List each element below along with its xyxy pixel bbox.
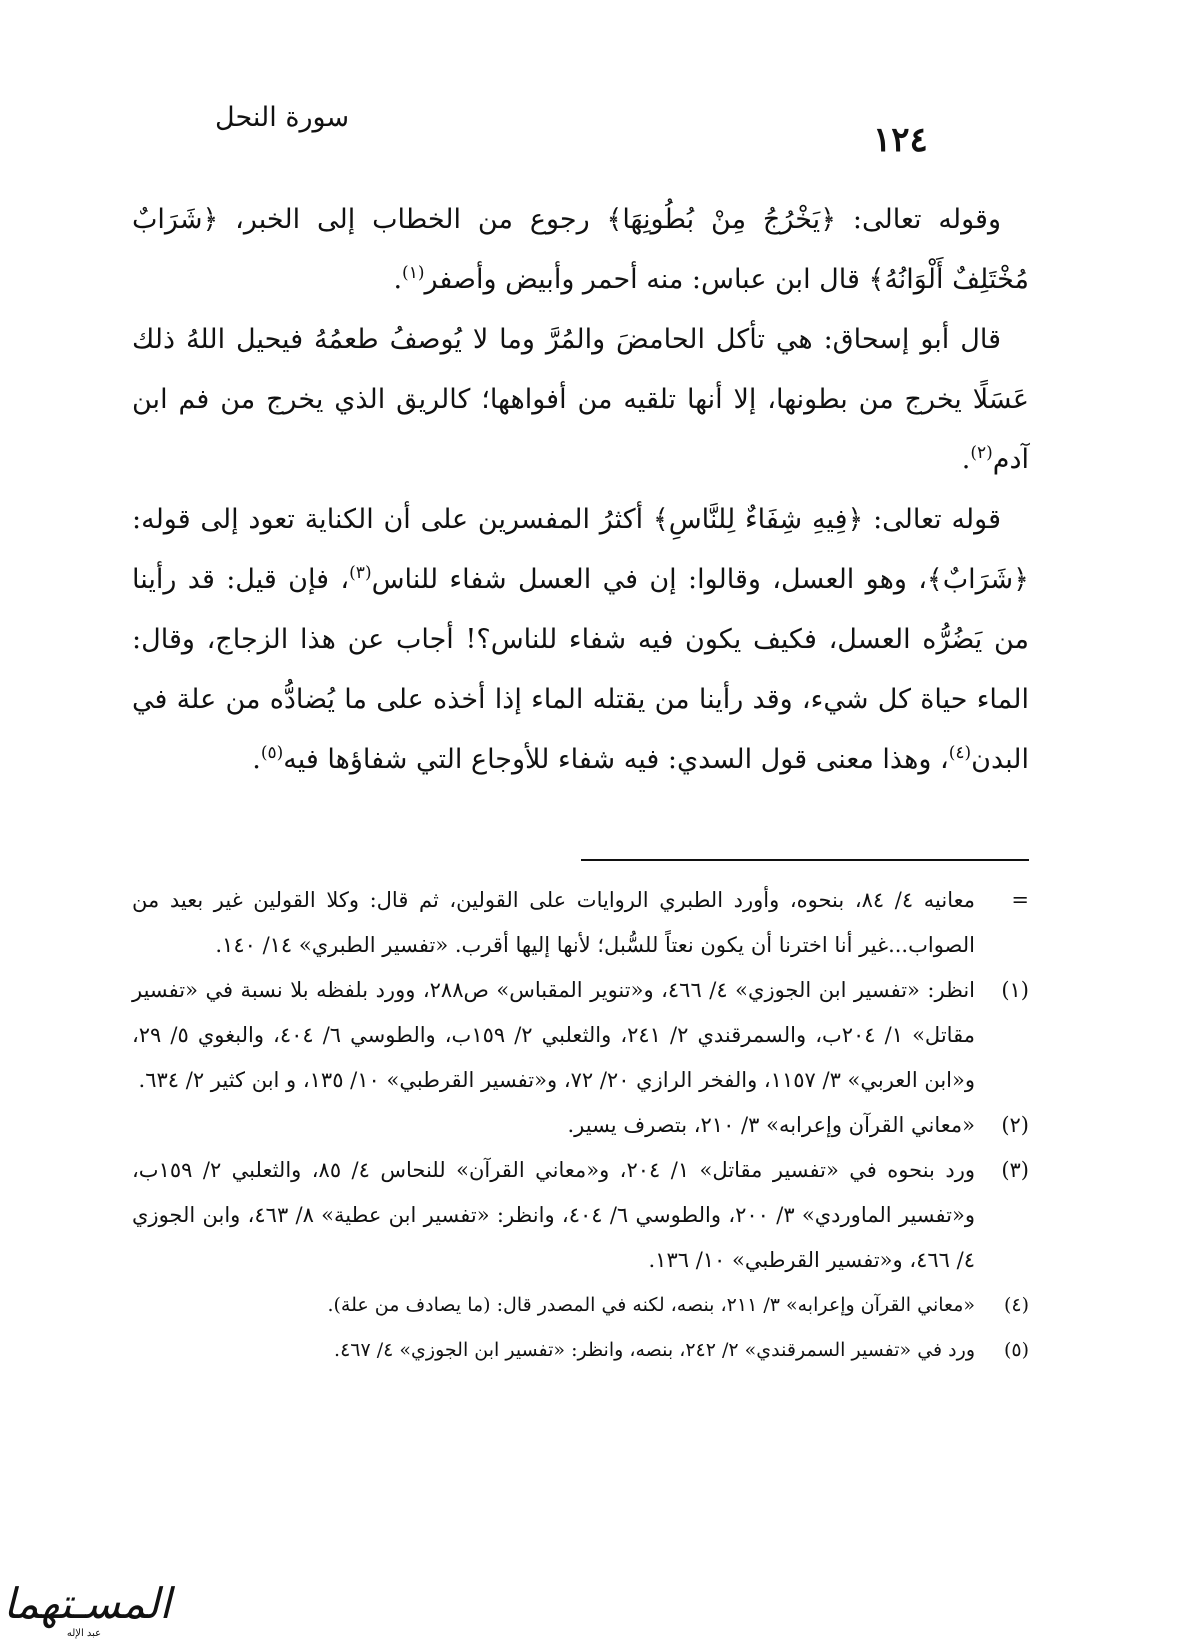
- paragraph-3: [132, 490, 1029, 790]
- paragraph-text: ، فإن قيل: قد رأينا من يَضُرُّه العسل، فكيف يكون فيه شفاء للناس؟! أجاب عن هذا الزجاج، وقال: الماء حياة كل شيء، وقد رأينا من يقتله الماء إذا أخذه على ما يُضادُّه من علة في البدن: [132, 564, 1029, 775]
- footnote-text: «معاني القرآن وإعرابه» ٣/ ٢١١، بنصه، لكنه في المصدر قال: (ما يصادف من علة).: [327, 1294, 975, 1316]
- end-mark: .: [961, 444, 971, 475]
- paragraph-text: قال أبو إسحاق: هي تأكل الحامضَ والمُرَّ وما لا يُوصفُ طعمُهُ فيحيل اللهُ ذلك عَسَلًا يخرج من بطونها، إلا أنها تلقيه من أفواهها؛ كالريق الذي يخرج من فم ابن آدم: [132, 324, 1029, 475]
- logo-text: المسـتهما: [3, 1579, 171, 1628]
- footnote-marker: (١): [1001, 978, 1029, 1002]
- footnote-marker: (٤): [1003, 1294, 1029, 1316]
- end-mark: .: [252, 744, 261, 775]
- footnote-text: ورد في «تفسير السمرقندي» ٢/ ٢٤٢، بنصه، وانظر: «تفسير ابن الجوزي» ٤/ ٤٦٧.: [334, 1339, 975, 1361]
- page-number: ١٢٤: [873, 120, 928, 160]
- paragraph-1: [132, 190, 1029, 310]
- footnote-text: «معاني القرآن وإعرابه» ٣/ ٢١٠، بتصرف يسير.: [567, 1113, 975, 1137]
- paragraph-text: ، وهذا معنى قول السدي: فيه شفاء للأوجاع التي شفاؤها فيه: [283, 744, 949, 775]
- publisher-logo: [3, 1578, 171, 1644]
- footnote-marker: (٣): [1001, 1158, 1029, 1182]
- paragraph-text: قوله تعالى: ﴿فِيهِ شِفَاءٌ لِلنَّاسِ﴾ أكثرُ المفسرين على أن الكناية تعود إلى قوله: ﴿شَرَابٌ﴾، وهو العسل، وقالوا: إن في العسل شفاء للناس: [132, 504, 1029, 595]
- end-mark: .: [393, 264, 403, 295]
- footnote-text: ورد بنحوه في «تفسير مقاتل» ١/ ٢٠٤، و«معاني القرآن» للنحاس ٤/ ٨٥، والثعلبي ٢/ ١٥٩ب، و«تفسير الماوردي» ٣/ ٢٠٠، والطوسي ٦/ ٤٠٤، وانظر: «تفسير ابن عطية» ٨/ ٤٦٣، وابن الجوزي ٤/ ٤٦٦، و«تفسير القرطبي» ١٠/ ١٣٦.: [132, 1158, 975, 1272]
- footnote-4: [132, 1283, 1029, 1328]
- surah-title: سورة النحل: [215, 102, 350, 133]
- footnote-marker: (٥): [1003, 1339, 1029, 1361]
- footnote-marker: =: [1011, 888, 1029, 912]
- footnote-ref: (٣): [349, 563, 372, 583]
- footnote-5: [132, 1328, 1029, 1373]
- footnote-ref: (٢): [970, 443, 993, 463]
- footnote-ref: (٥): [260, 743, 284, 763]
- footnote-3: [132, 1148, 1029, 1283]
- footnote-separator: [581, 859, 1029, 861]
- footnote-1: [132, 968, 1029, 1103]
- paragraph-2: [132, 310, 1029, 490]
- footnote-continued: [132, 878, 1029, 968]
- footnote-text: معانيه ٤/ ٨٤، بنحوه، وأورد الطبري الروايات على القولين، ثم قال: وكلا القولين غير بعيد من الصواب...غير أنا اخترنا أن يكون نعتاً للسُّبل؛ لأنها إليها أقرب. «تفسير الطبري» ١٤/ ١٤٠.: [132, 888, 975, 957]
- footnote-ref: (٤): [948, 743, 972, 763]
- footnote-marker: (٢): [1001, 1113, 1029, 1137]
- main-text: [132, 190, 1029, 790]
- footnote-text: انظر: «تفسير ابن الجوزي» ٤/ ٤٦٦، و«تنوير المقباس» ص٢٨٨، وورد بلفظه بلا نسبة في «تفسير مقاتل» ١/ ٢٠٤ب، والسمرقندي ٢/ ٢٤١، والثعلبي ٢/ ١٥٩ب، والطوسي ٦/ ٤٠٤، والبغوي ٥/ ٢٩، و«ابن العربي» ٣/ ١١٥٧، والفخر الرازي ٢٠/ ٧٢، و«تفسير القرطبي» ١٠/ ١٣٥، و ابن كثير ٢/ ٦٣٤.: [132, 978, 975, 1092]
- footnotes: [132, 878, 1029, 1373]
- footnote-ref: (١): [402, 263, 425, 283]
- footnote-2: [132, 1103, 1029, 1148]
- paragraph-text: وقوله تعالى: ﴿يَخْرُجُ مِنْ بُطُونِهَا﴾ رجوع من الخطاب إلى الخبر، ﴿شَرَابٌ مُخْتَلِفٌ أَلْوَانُهُ﴾ قال ابن عباس: منه أحمر وأبيض وأصفر: [132, 204, 1029, 295]
- logo-subtext: عبد الإله: [66, 1628, 102, 1639]
